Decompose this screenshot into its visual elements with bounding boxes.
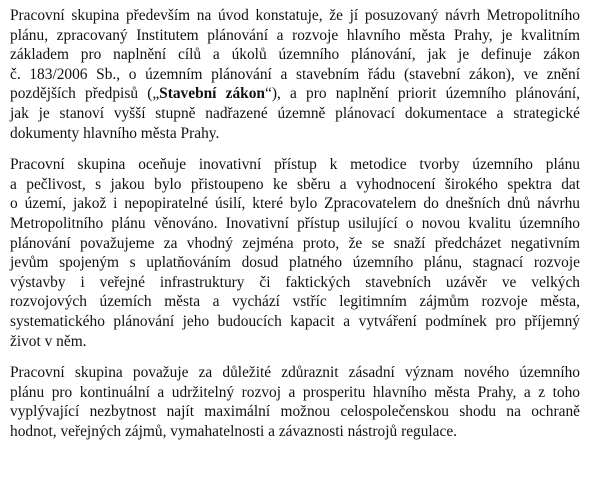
text-line: rozvojových územích města a vychází vstříc legitimním zájmům rozvoje města,	[10, 293, 580, 311]
text-line: systematického plánování jeho budoucích kapacit a vytváření podmínek pro příjemný	[10, 312, 580, 330]
text-line: hodnot, veřejných zájmů, vymahatelnosti a závaznosti nástrojů regulace.	[10, 422, 458, 440]
paragraph-2	[10, 155, 580, 351]
text-line-with-emphasis	[10, 84, 580, 104]
text-line: výstavby i veřejné infrastruktury či faktických stavebních uzávěr ve velkých	[10, 273, 580, 291]
text-line: plánování považujeme za vhodný zejména proto, že se snaží předcházet negativním	[10, 234, 580, 252]
text-line: základem pro naplnění cílů a úkolů územního plánování, jak je definuje zákon	[10, 46, 580, 64]
text-line: Pracovní skupina oceňuje inovativní přístup k metodice tvorby územního plánu	[10, 156, 580, 174]
text-segment: pozdějších předpisů („	[10, 85, 160, 103]
text-line: jak je stanoví vyšší stupně nadřazené územně plánovací dokumentace a strategické	[10, 104, 580, 122]
text-line: Metropolitního plánu věnováno. Inovativní přístup usilující o novou kvalitu územního	[10, 214, 580, 232]
text-line: plánu, zpracovaný Institutem plánování a rozvoje hlavního města Prahy, je kvalitním	[10, 26, 580, 44]
text-line: vyplývající nezbytnost najít maximální možnou celospolečenskou shodu na ochraně	[10, 403, 580, 421]
paragraph-3	[10, 363, 580, 441]
text-segment: “), a pro naplnění priorit územního plánování,	[265, 85, 580, 103]
text-line: život v něm.	[10, 332, 87, 350]
text-line: Pracovní skupina především na úvod konstatuje, že jí posuzovaný návrh Metropolitního	[10, 7, 580, 24]
paragraph-1	[10, 6, 580, 143]
text-line: dokumenty hlavního města Prahy.	[10, 124, 220, 142]
text-line: o území, jakož i nepopiratelné úsilí, které bylo Zpracovatelem do dnešních dnů návrhu	[10, 195, 580, 213]
text-line: plánu pro kontinuální a udržitelný rozvoj a prosperitu hlavního města Prahy, a z toho	[10, 383, 580, 401]
emphasized-term: Stavební zákon	[159, 85, 265, 103]
text-line: a pečlivost, s jakou bylo přistoupeno ke sběru a vyhodnocení širokého spektra dat	[10, 175, 580, 193]
text-line: Pracovní skupina považuje za důležité zdůraznit zásadní význam nového územního	[10, 364, 580, 382]
text-line: č. 183/2006 Sb., o územním plánování a stavebním řádu (stavební zákon), ve znění	[10, 65, 580, 83]
text-line: jevům spojeným s uplatňováním dosud platného územního plánu, stagnací rozvoje	[10, 254, 580, 272]
document-page	[10, 6, 580, 441]
